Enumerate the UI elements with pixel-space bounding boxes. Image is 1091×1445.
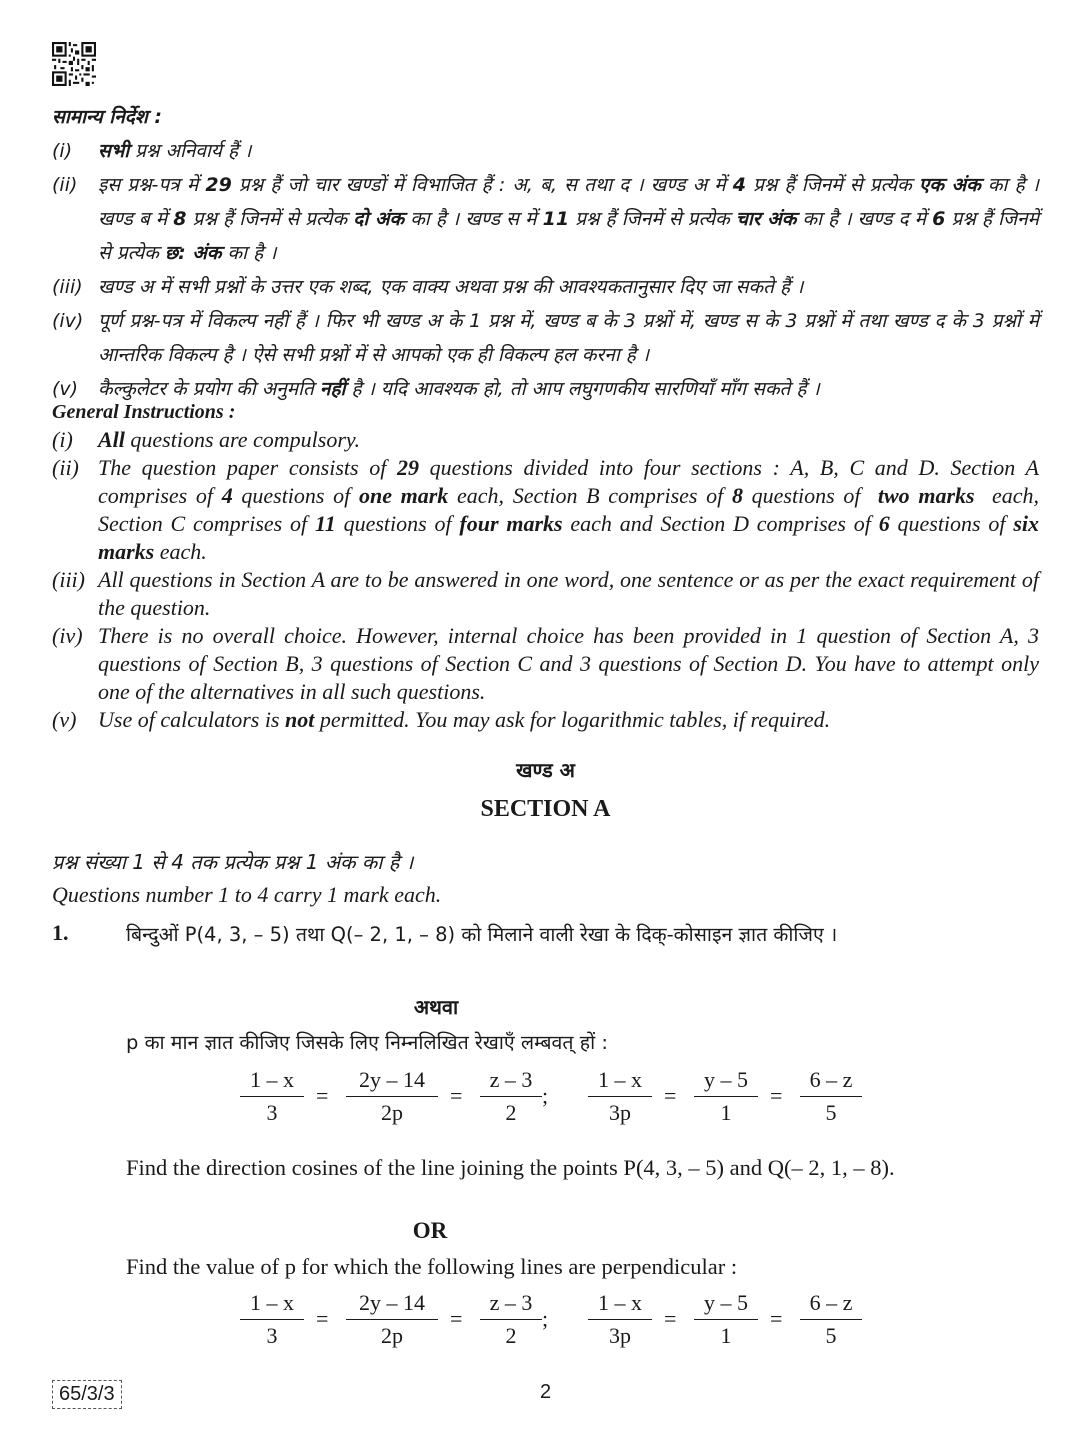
- english-instruction-item-number: (iii): [52, 567, 85, 592]
- section-title-hindi: खण्ड अ: [516, 758, 575, 782]
- english-instruction-item: [52, 622, 1039, 706]
- fraction-numerator: 1 – x: [240, 1067, 304, 1097]
- fraction-denominator: 2: [505, 1323, 517, 1348]
- english-instruction-item-number: (v): [52, 707, 77, 732]
- qr-code-icon: [52, 42, 96, 86]
- fraction: [480, 1067, 542, 1126]
- hindi-instruction-item-text: सभी प्रश्न अनिवार्य हैं ।: [98, 140, 252, 162]
- fraction: [346, 1290, 438, 1349]
- english-instructions-list: [52, 426, 1039, 734]
- english-instruction-item-number: (iv): [52, 623, 83, 648]
- paper-code: 65/3/3: [52, 1380, 122, 1409]
- hindi-instruction-item: [52, 304, 1039, 372]
- question-alt-hindi: p का मान ज्ञात कीजिए जिसके लिए निम्नलिखित रेखाएँ लम्बवत् हों :: [126, 1031, 608, 1054]
- english-instruction-item-number: (i): [52, 427, 73, 452]
- fraction: [480, 1290, 542, 1349]
- hindi-instruction-item-number: (iii): [52, 276, 83, 298]
- fraction: [800, 1290, 862, 1349]
- english-instruction-item-number: (ii): [52, 455, 79, 480]
- equals-sign: =: [664, 1306, 677, 1331]
- fraction: [240, 1290, 304, 1349]
- section-title-english: SECTION A: [480, 796, 611, 822]
- hindi-instruction-item: [52, 168, 1039, 270]
- fraction-denominator: 3p: [609, 1100, 631, 1125]
- fraction-denominator: 3p: [609, 1323, 631, 1348]
- hindi-instructions-heading: सामान्य निर्देश :: [52, 106, 162, 128]
- hindi-instruction-item-number: (v): [52, 378, 79, 400]
- equals-sign: =: [770, 1306, 783, 1331]
- fraction-numerator: 2y – 14: [346, 1067, 438, 1097]
- fraction: [588, 1290, 652, 1349]
- fraction-numerator: 1 – x: [240, 1290, 304, 1320]
- english-instruction-item-text: All questions are compulsory.: [98, 427, 360, 452]
- fraction-numerator: z – 3: [480, 1290, 542, 1320]
- fraction-denominator: 2p: [381, 1323, 403, 1348]
- fraction-numerator: 6 – z: [800, 1067, 862, 1097]
- question-text-hindi: बिन्दुओं P(4, 3, – 5) तथा Q(– 2, 1, – 8) को मिलाने वाली रेखा के दिक्-कोसाइन ज्ञात कीजिए ।: [126, 923, 838, 946]
- equation-lines-english: [240, 1290, 880, 1356]
- equals-sign: =: [316, 1306, 329, 1331]
- english-instruction-item: [52, 566, 1039, 622]
- fraction-numerator: y – 5: [694, 1067, 758, 1097]
- section-intro-hindi: प्रश्न संख्या 1 से 4 तक प्रत्येक प्रश्न 1 अंक का है ।: [52, 850, 414, 874]
- question-alt-english: Find the value of p for which the following lines are perpendicular :: [126, 1254, 738, 1279]
- fraction: [588, 1067, 652, 1126]
- english-instruction-item-text: All questions in Section A are to be answered in one word, one sentence or as per the exact requirement of the question.: [98, 567, 1039, 620]
- english-instruction-item-text: The question paper consists of 29 questions divided into four sections : A, B, C and D. Section A comprises of 4 questions of one mark each, Section B comprises of 8 questions of two marks each, Section C comprises of 11 questions of four marks each and Section D comprises of 6 questions of six marks each.: [98, 455, 1040, 564]
- equals-sign: =: [450, 1306, 463, 1331]
- equals-sign: =: [664, 1083, 677, 1108]
- english-instruction-item: [52, 426, 1039, 454]
- hindi-instruction-item: [52, 270, 1039, 304]
- separator: ;: [542, 1083, 549, 1108]
- fraction-denominator: 2p: [381, 1100, 403, 1125]
- english-instruction-item: [52, 454, 1039, 566]
- fraction-denominator: 3: [266, 1100, 278, 1125]
- question-text-english: Find the direction cosines of the line joining the points P(4, 3, – 5) and Q(– 2, 1, – 8).: [126, 1155, 895, 1180]
- fraction-numerator: 1 – x: [588, 1290, 652, 1320]
- hindi-instruction-item-number: (iv): [52, 310, 84, 332]
- fraction-denominator: 1: [720, 1323, 732, 1348]
- equals-sign: =: [770, 1083, 783, 1108]
- fraction: [694, 1290, 758, 1349]
- or-label-english: OR: [412, 1218, 448, 1243]
- question-number: 1.: [52, 920, 69, 945]
- fraction-numerator: z – 3: [480, 1067, 542, 1097]
- fraction-denominator: 3: [266, 1323, 278, 1348]
- hindi-instruction-item-text: इस प्रश्न-पत्र में 29 प्रश्न हैं जो चार खण्डों में विभाजित हैं : अ, ब, स तथा द । खण्ड अ में 4 प्रश्न हैं जिनमें से प्रत्येक एक अंक का है । खण्ड ब में 8 प्रश्न हैं जिनमें से प्रत्येक दो अंक का है । खण्ड स में 11 प्रश्न हैं जिनमें से प्रत्येक चार अंक का है । खण्ड द में 6 प्रश्न हैं जिनमें से प्रत्येक छ: अंक का है ।: [98, 174, 1040, 264]
- english-instruction-item-text: Use of calculators is not permitted. You may ask for logarithmic tables, if required.: [98, 707, 831, 732]
- hindi-instruction-item-text: पूर्ण प्रश्न-पत्र में विकल्प नहीं हैं । फिर भी खण्ड अ के 1 प्रश्न में, खण्ड ब के 3 प्रश्नों में, खण्ड स के 3 प्रश्नों में तथा खण्ड द के 3 प्रश्नों में आन्तरिक विकल्प है । ऐसे सभी प्रश्नों में से आपको एक ही विकल्प हल करना है ।: [98, 310, 1039, 366]
- equation-lines-hindi: [240, 1067, 880, 1133]
- fraction-denominator: 2: [505, 1100, 517, 1125]
- fraction: [694, 1067, 758, 1126]
- fraction: [346, 1067, 438, 1126]
- fraction-numerator: 2y – 14: [346, 1290, 438, 1320]
- fraction-numerator: 1 – x: [588, 1067, 652, 1097]
- hindi-instruction-item: [52, 134, 1039, 168]
- fraction-denominator: 5: [825, 1100, 837, 1125]
- separator: ;: [542, 1306, 549, 1331]
- fraction-denominator: 1: [720, 1100, 732, 1125]
- english-instructions: [52, 398, 1039, 734]
- fraction-numerator: 6 – z: [800, 1290, 862, 1320]
- fraction-denominator: 5: [825, 1323, 837, 1348]
- section-intro-english: Questions number 1 to 4 carry 1 mark each.: [52, 882, 442, 907]
- hindi-instruction-item-text: कैल्कुलेटर के प्रयोग की अनुमति नहीं है । यदि आवश्यक हो, तो आप लघुगणकीय सारणियाँ माँग सकते हैं ।: [98, 378, 820, 400]
- or-label-hindi: अथवा: [413, 995, 459, 1019]
- english-instruction-item-text: There is no overall choice. However, internal choice has been provided in 1 question of Section A, 3 questions of Section B, 3 questions of Section C and 3 questions of Section D. You have to attempt only one of the alternatives in all such questions.: [98, 623, 1039, 704]
- fraction-numerator: y – 5: [694, 1290, 758, 1320]
- equals-sign: =: [316, 1083, 329, 1108]
- hindi-instruction-item-text: खण्ड अ में सभी प्रश्नों के उत्तर एक शब्द, एक वाक्य अथवा प्रश्न की आवश्यकतानुसार दिए जा सकते हैं ।: [98, 276, 804, 298]
- fraction: [240, 1067, 304, 1126]
- hindi-instruction-item-number: (i): [52, 140, 73, 162]
- english-instruction-item: [52, 706, 1039, 734]
- hindi-instruction-item-number: (ii): [52, 174, 78, 196]
- hindi-instructions-list: [52, 134, 1039, 406]
- hindi-instructions: [52, 100, 1039, 406]
- english-instructions-heading: General Instructions :: [52, 401, 236, 423]
- fraction: [800, 1067, 862, 1126]
- equals-sign: =: [450, 1083, 463, 1108]
- page-number: 2: [539, 1381, 552, 1403]
